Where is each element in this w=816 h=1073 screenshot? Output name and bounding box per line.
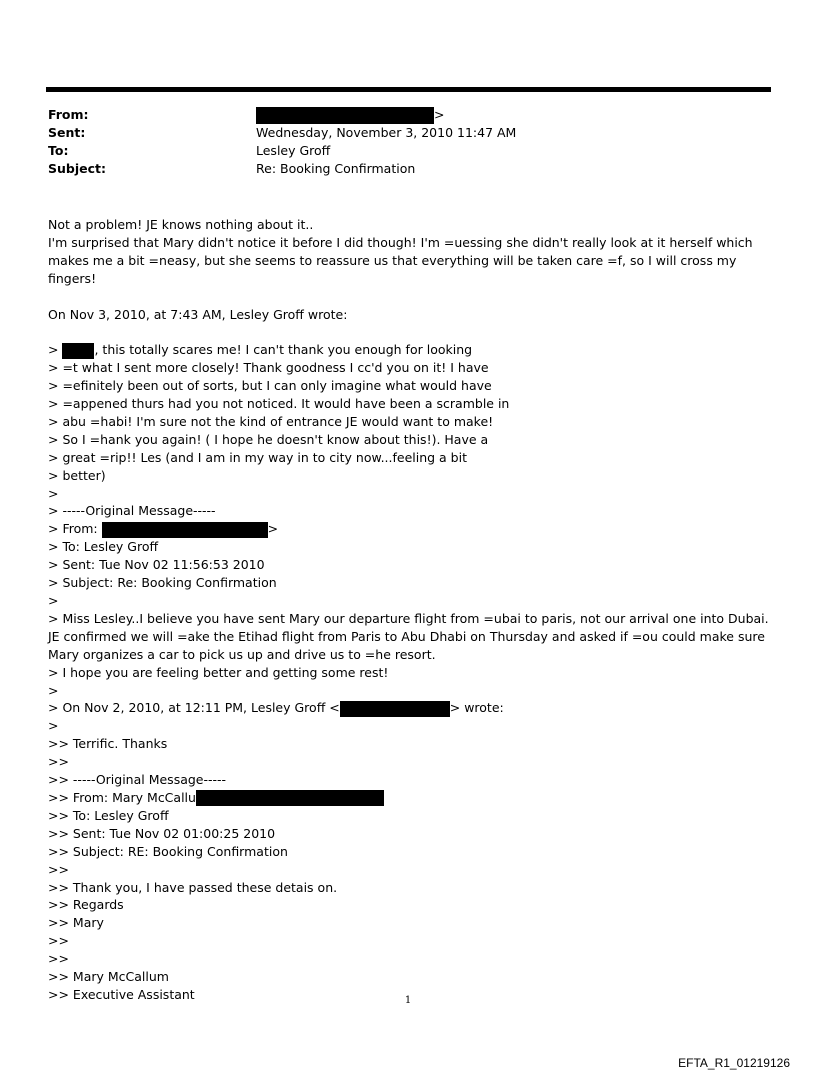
quote-line: > Sent: Tue Nov 02 11:56:53 2010 (48, 557, 265, 573)
quote-line: > Subject: Re: Booking Confirmation (48, 575, 277, 591)
quote-line: >> To: Lesley Groff (48, 807, 169, 823)
redaction-bar (62, 343, 94, 359)
blank-line (48, 323, 778, 341)
quote-line: > I hope you are feeling better and getting some rest! (48, 664, 389, 680)
redaction-bar (102, 522, 268, 538)
body-line: Not a problem! JE knows nothing about it.. (48, 217, 314, 232)
quote-suffix: > (267, 521, 279, 537)
quote-line: >> Mary McCallum (48, 969, 169, 985)
quote-text: , this totally scares me! I can't thank you enough for looking (94, 342, 473, 358)
quote-line: >> Sent: Tue Nov 02 01:00:25 2010 (48, 825, 276, 841)
quote-line: >> Terrific. Thanks (48, 736, 168, 752)
quote-line: > =efinitely been out of sorts, but I can only imagine what would have (48, 378, 492, 394)
quote-line: > great =rip!! Les (and I am in my way in to city now...feeling a bit (48, 449, 467, 465)
subject-value: Re: Booking Confirmation (256, 161, 416, 176)
quote-line: > (48, 485, 59, 501)
quote-prefix: > (48, 342, 59, 358)
quote-line: >> Thank you, I have passed these detais on. (48, 879, 338, 895)
from-suffix: > (434, 107, 445, 122)
quote-prefix: > From: (48, 521, 98, 537)
to-value: Lesley Groff (256, 143, 331, 158)
to-label: To: (48, 143, 69, 158)
quote-line: >> Mary (48, 915, 104, 931)
sent-label: Sent: (48, 125, 86, 140)
quote-line: >> Executive Assistant (48, 986, 195, 1002)
subject-label: Subject: (48, 161, 106, 176)
quote-line: > (48, 593, 59, 608)
document-id: EFTA_R1_01219126 (678, 1056, 790, 1070)
redaction-bar (196, 790, 384, 806)
quote-paragraph: > Miss Lesley..I believe you have sent Mary our departure flight from =ubai to paris, not our arrival one into Dubai. JE confirmed we will =ake the Etihad flight from Paris to Abu Dhabi on Thursday and asked if =ou could make sure Mary organizes a car to pick us up and drive us to =he resort. (48, 610, 769, 662)
quote-line: > abu =habi! I'm sure not the kind of entrance JE would want to make! (48, 413, 494, 429)
quote-line: > (48, 718, 59, 734)
quote-prefix: > On Nov 2, 2010, at 12:11 PM, Lesley Groff < (48, 700, 340, 716)
quote-line: >> (48, 951, 69, 967)
header-rule (46, 87, 771, 92)
quote-line: >> -----Original Message----- (48, 772, 227, 788)
quote-line (48, 520, 778, 538)
quote-line: > =t what I sent more closely! Thank goodness I cc'd you on it! I have (48, 360, 489, 376)
quote-line: >> (48, 754, 69, 770)
quote-line: > -----Original Message----- (48, 503, 216, 519)
quote-line: >> (48, 933, 69, 949)
quote-line (48, 789, 778, 807)
quote-suffix: > wrote: (449, 700, 504, 716)
quote-line: > =appened thurs had you not noticed. It would have been a scramble in (48, 396, 510, 412)
quote-line: > (48, 682, 59, 698)
quote-line: > So I =hank you again! ( I hope he doesn't know about this!). Have a (48, 431, 489, 447)
quote-line: > To: Lesley Groff (48, 539, 159, 555)
redaction-bar (256, 107, 434, 124)
quote-line: >> Subject: RE: Booking Confirmation (48, 843, 288, 859)
blank-line (48, 288, 778, 306)
from-label: From: (48, 107, 89, 122)
email-body (48, 216, 778, 1004)
quote-line (48, 341, 778, 359)
quote-line: >> Regards (48, 897, 124, 913)
quote-intro: On Nov 3, 2010, at 7:43 AM, Lesley Groff wrote: (48, 306, 348, 322)
body-paragraph: I'm surprised that Mary didn't notice it before I did though! I'm =uessing she didn't really look at it herself which makes me a bit =neasy, but she seems to reassure us that everything will be taken care =f, so I will cross my fingers! (48, 234, 753, 286)
redaction-bar (340, 701, 450, 717)
sent-value: Wednesday, November 3, 2010 11:47 AM (256, 125, 517, 140)
from-value (256, 106, 444, 124)
quote-prefix: >> From: Mary McCallu (48, 789, 196, 805)
page-number: 1 (404, 995, 412, 1006)
quote-line: >> (48, 861, 69, 877)
quote-line: > better) (48, 467, 106, 483)
quote-line (48, 699, 778, 717)
